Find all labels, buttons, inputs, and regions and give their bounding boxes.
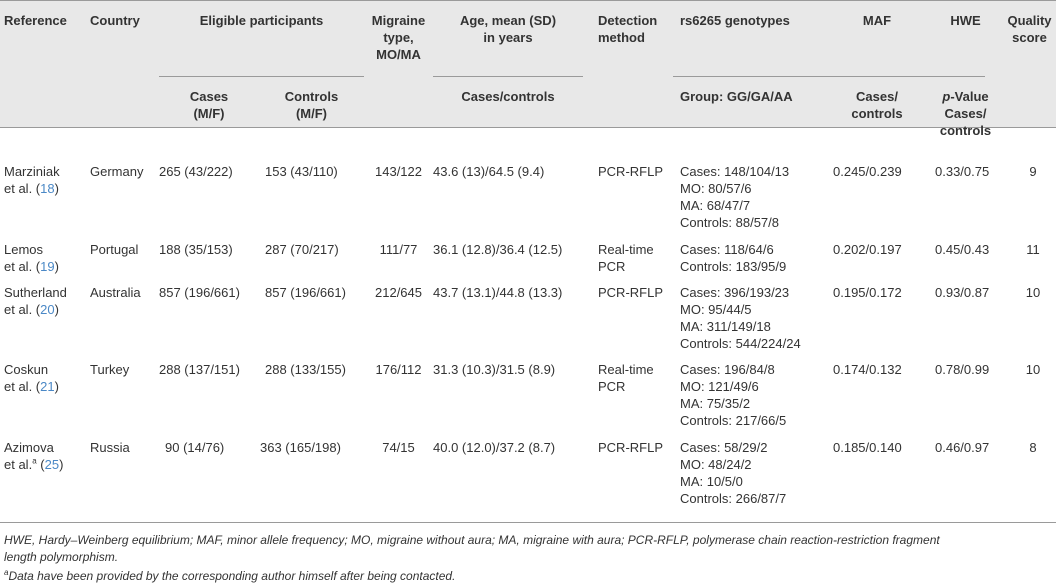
cell-reference: Sutherland: [4, 285, 67, 300]
cell-genotype-line: MA: 10/5/0: [680, 474, 743, 489]
col-header-migraine-type-1: Migraine: [371, 13, 426, 28]
cell-controls: 857 (196/661): [265, 285, 346, 300]
col-header-reference: Reference: [4, 13, 67, 28]
cell-country: Turkey: [90, 362, 130, 377]
footnote-abbreviations: HWE, Hardy–Weinberg equilibrium; MAF, minor allele frequency; MO, migraine without aura; MA, migraine with aura; PCR-RFLP, polymerase chain reaction-restriction fragment: [4, 533, 940, 547]
ref-close: ): [54, 259, 59, 274]
cell-cases: 265 (43/222): [159, 164, 233, 179]
cell-genotype-line: MA: 75/35/2: [680, 396, 751, 411]
cell-reference: Azimova: [4, 440, 54, 455]
ref-link[interactable]: 25: [44, 457, 60, 472]
cell-maf: 0.202/0.197: [833, 242, 902, 257]
footnote-superscript: a: [4, 568, 9, 577]
cell-genotype-line: Cases: 196/84/8: [680, 362, 775, 377]
cell-detection-line2: PCR: [598, 379, 626, 394]
cell-country: Russia: [90, 440, 130, 455]
ref-text: et al. (: [4, 379, 41, 394]
cell-quality: 10: [1025, 362, 1041, 377]
cell-maf: 0.185/0.140: [833, 440, 902, 455]
cell-genotype-line: Controls: 217/66/5: [680, 413, 787, 428]
ref-close: ): [54, 302, 59, 317]
ref-text: et al. (: [4, 259, 41, 274]
cell-detection: Real-time: [598, 362, 654, 377]
subheader-cases-1: Cases: [189, 89, 229, 104]
cell-hwe: 0.93/0.87: [935, 285, 990, 300]
subheader-maf-1: Cases/: [856, 89, 898, 104]
subheader-hwe-2: Cases/: [944, 106, 987, 121]
cell-genotype-line: Cases: 58/29/2: [680, 440, 768, 455]
cell-cases: 288 (137/151): [159, 362, 240, 377]
cell-controls: 288 (133/155): [265, 362, 346, 377]
cell-controls: 287 (70/217): [265, 242, 339, 257]
cell-cases: 188 (35/153): [159, 242, 233, 257]
col-header-maf: MAF: [862, 13, 892, 28]
ref-link[interactable]: 18: [40, 181, 55, 196]
cell-maf: 0.195/0.172: [833, 285, 902, 300]
col-header-detection-1: Detection: [598, 13, 658, 28]
subheader-controls-2: (M/F): [295, 106, 328, 121]
subheader-genotype-group: Group: GG/GA/AA: [680, 89, 793, 104]
subheader-hwe-3: controls: [939, 123, 992, 138]
cell-genotype-line: MO: 80/57/6: [680, 181, 752, 196]
ref-link[interactable]: 19: [40, 259, 55, 274]
cell-mo-ma: 111/77: [379, 242, 418, 257]
cell-hwe: 0.45/0.43: [935, 242, 990, 257]
header-bottom-rule: [0, 127, 1056, 128]
cell-detection: PCR-RFLP: [598, 285, 664, 300]
footnote-data-note: [4, 568, 455, 584]
cell-country: Portugal: [90, 242, 139, 257]
col-header-age-2: in years: [483, 30, 533, 45]
cell-controls: 363 (165/198): [260, 440, 341, 455]
cell-quality: 9: [1029, 164, 1037, 179]
cell-genotype-line: Cases: 148/104/13: [680, 164, 790, 179]
cell-genotype-line: Controls: 88/57/8: [680, 215, 780, 230]
cell-genotype-line: MO: 95/44/5: [680, 302, 752, 317]
ref-open: (: [36, 457, 45, 472]
cell-reference-line2: [4, 258, 59, 275]
cell-age: 31.3 (10.3)/31.5 (8.9): [433, 362, 556, 377]
cell-genotype-line: Controls: 266/87/7: [680, 491, 787, 506]
cell-hwe: 0.78/0.99: [935, 362, 990, 377]
ref-link[interactable]: 21: [40, 379, 55, 394]
age-subrule: [433, 76, 583, 77]
subheader-cases-2: (M/F): [193, 106, 225, 121]
cell-mo-ma: 143/122: [375, 164, 422, 179]
ref-superscript: a: [32, 456, 37, 466]
col-header-migraine-type-3: MO/MA: [376, 47, 421, 62]
col-header-country: Country: [90, 13, 140, 28]
cell-age: 36.1 (12.8)/36.4 (12.5): [433, 242, 563, 257]
ref-text: et al.: [4, 457, 33, 472]
subheader-hwe-p: p: [942, 89, 951, 104]
cell-genotype-line: MO: 48/24/2: [680, 457, 752, 472]
cell-genotype-line: Controls: 183/95/9: [680, 259, 787, 274]
cell-detection: PCR-RFLP: [598, 440, 664, 455]
genotype-subrule: [673, 76, 985, 77]
cell-cases: 90 (14/76): [165, 440, 225, 455]
footnote-abbreviations-line2: length polymorphism.: [4, 550, 119, 564]
subheader-maf-2: controls: [851, 106, 903, 121]
subheader-age: Cases/controls: [461, 89, 555, 104]
footnote-note-text: Data have been provided by the corresponding author himself after being contacted.: [8, 569, 456, 583]
cell-age: 43.7 (13.1)/44.8 (13.3): [433, 285, 563, 300]
col-header-age-1: Age, mean (SD): [459, 13, 557, 28]
col-header-quality-1: Quality: [1007, 13, 1052, 28]
col-header-hwe: HWE: [950, 13, 981, 28]
cell-maf: 0.174/0.132: [833, 362, 902, 377]
cell-mo-ma: 212/645: [375, 285, 422, 300]
ref-text: et al. (: [4, 181, 41, 196]
cell-genotype-line: Cases: 118/64/6: [680, 242, 774, 257]
ref-close: ): [54, 181, 59, 196]
cell-reference-line2: [4, 301, 59, 318]
ref-text: et al. (: [4, 302, 41, 317]
col-header-genotypes: rs6265 genotypes: [680, 13, 790, 28]
cell-cases: 857 (196/661): [159, 285, 240, 300]
cell-country: Australia: [90, 285, 141, 300]
cell-genotype-line: Cases: 396/193/23: [680, 285, 790, 300]
cell-age: 40.0 (12.0)/37.2 (8.7): [433, 440, 556, 455]
col-header-migraine-type-2: type,: [383, 30, 414, 45]
cell-reference-line2: [4, 456, 63, 473]
col-header-detection-2: method: [598, 30, 645, 45]
table-top-rule: [0, 0, 1056, 1]
eligible-subrule: [159, 76, 364, 77]
cell-quality: 11: [1026, 242, 1040, 257]
cell-genotype-line: MA: 68/47/7: [680, 198, 751, 213]
cell-genotype-line: Controls: 544/224/24: [680, 336, 801, 351]
cell-quality: 10: [1025, 285, 1041, 300]
cell-quality: 8: [1029, 440, 1037, 455]
subheader-hwe-1: [928, 88, 1003, 105]
ref-close: ): [54, 379, 59, 394]
subheader-hwe-value: -Value: [950, 89, 989, 104]
cell-reference-line2: [4, 378, 59, 395]
ref-close: ): [59, 457, 64, 472]
subheader-controls-1: Controls: [284, 89, 339, 104]
cell-genotype-line: MA: 311/149/18: [680, 319, 771, 334]
cell-age: 43.6 (13)/64.5 (9.4): [433, 164, 545, 179]
cell-reference: Lemos: [4, 242, 44, 257]
cell-reference: Coskun: [4, 362, 49, 377]
cell-mo-ma: 74/15: [382, 440, 415, 455]
cell-country: Germany: [90, 164, 144, 179]
cell-maf: 0.245/0.239: [833, 164, 902, 179]
cell-reference: Marziniak: [4, 164, 60, 179]
cell-detection: Real-time: [598, 242, 654, 257]
table-bottom-rule: [0, 522, 1056, 523]
cell-detection: PCR-RFLP: [598, 164, 664, 179]
cell-hwe: 0.46/0.97: [935, 440, 990, 455]
cell-detection-line2: PCR: [598, 259, 626, 274]
col-header-eligible: Eligible participants: [199, 13, 324, 28]
cell-genotype-line: MO: 121/49/6: [680, 379, 759, 394]
cell-hwe: 0.33/0.75: [935, 164, 990, 179]
cell-controls: 153 (43/110): [265, 164, 338, 179]
cell-reference-line2: [4, 180, 59, 197]
ref-link[interactable]: 20: [40, 302, 55, 317]
cell-mo-ma: 176/112: [375, 362, 422, 377]
col-header-quality-2: score: [1012, 30, 1047, 45]
